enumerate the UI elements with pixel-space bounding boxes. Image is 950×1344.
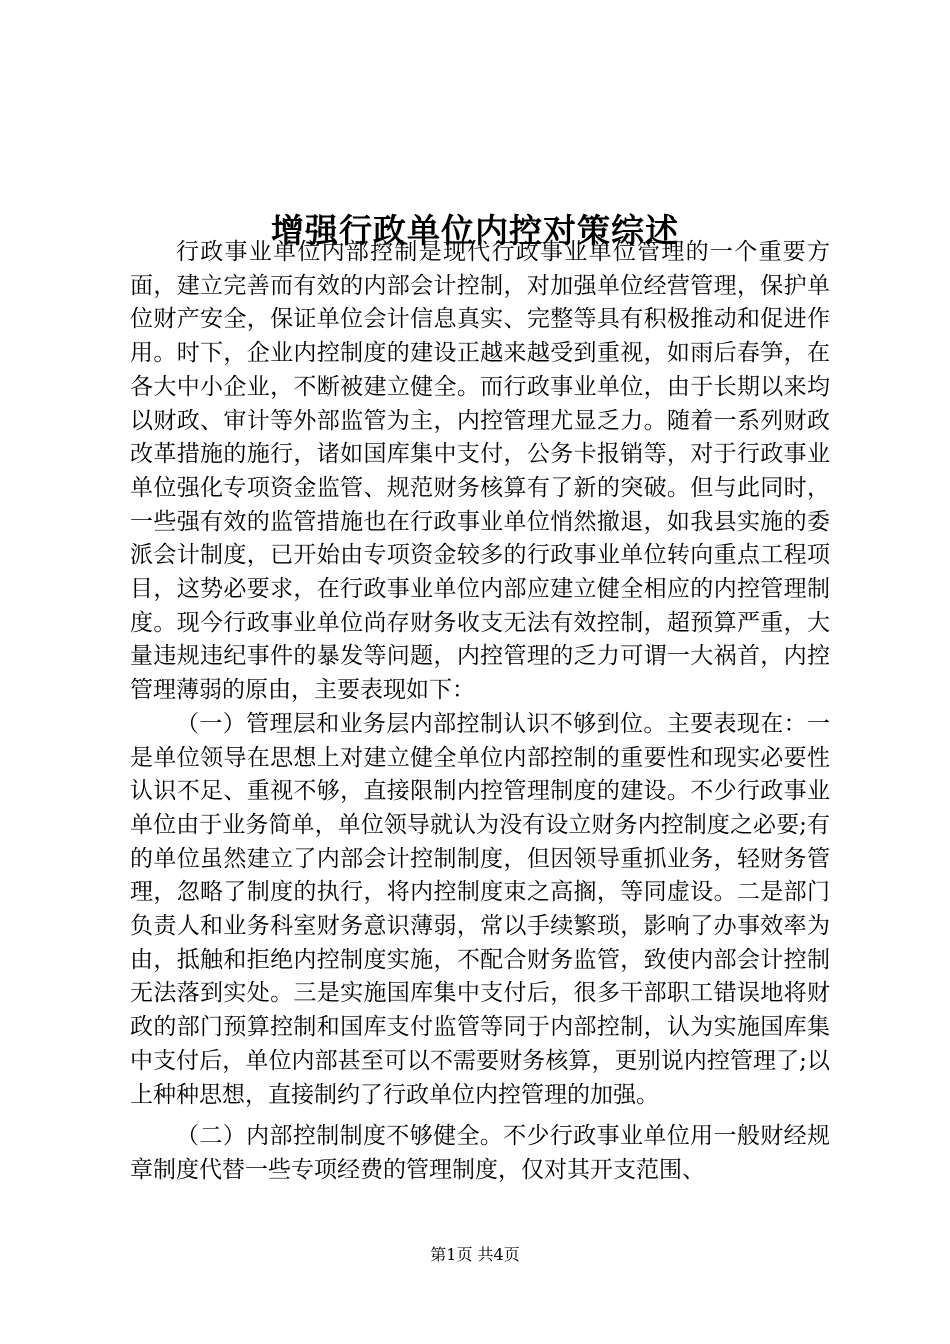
- paragraph-section-2: （二）内部控制制度不够健全。不少行政事业单位用一般财经规章制度代替一些专项经费的管理制度，仅对其开支范围、: [130, 1123, 830, 1183]
- page-footer: 第1页 共4页: [430, 1245, 520, 1264]
- document-body: [130, 236, 830, 1188]
- document-title: 增强行政单位内控对策综述: [271, 211, 679, 251]
- paragraph-section-1: （一）管理层和业务层内部控制认识不够到位。主要表现在：一是单位领导在思想上对建立健全单位内部控制的重要性和现实必要性认识不足、重视不够，直接限制内控管理制度的建设。不少行政事业单位由于业务简单，单位领导就认为没有设立财务内控制度之必要;有的单位虽然建立了内部会计控制制度，但因领导重抓业务，轻财务管理，忽略了制度的执行，将内控制度束之高搁，等同虚设。二是部门负责人和业务科室财务意识薄弱，常以手续繁琐，影响了办事效率为由，抵触和拒绝内控制度实施，不配合财务监管，致使内部会计控制无法落到实处。三是实施国库集中支付后，很多干部职工错误地将财政的部门预算控制和国库支付监管等同于内部控制，认为实施国库集中支付后，单位内部甚至可以不需要财务核算，更别说内控管理了;以上种种思想，直接制约了行政单位内控管理的加强。: [130, 710, 830, 1108]
- paragraph-intro: 行政事业单位内部控制是现代行政事业单位管理的一个重要方面，建立完善而有效的内部会计控制，对加强单位经营管理，保护单位财产安全，保证单位会计信息真实、完整等具有积极推动和促进作用。时下，企业内控制度的建设正越来越受到重视，如雨后春笋，在各大中小企业，不断被建立健全。而行政事业单位，由于长期以来均以财政、审计等外部监管为主，内控管理尤显乏力。随着一系列财政改革措施的施行，诸如国库集中支付，公务卡报销等，对于行政事业单位强化专项资金监管、规范财务核算有了新的突破。但与此同时，一些强有效的监管措施也在行政事业单位悄然撤退，如我县实施的委派会计制度，已开始由专项资金较多的行政事业单位转向重点工程项目，这势必要求，在行政事业单位内部应建立健全相应的内控管理制度。现今行政事业单位尚存财务收支无法有效控制，超预算严重，大量违规违纪事件的暴发等问题，内控管理的乏力可谓一大祸首，内控管理薄弱的原由，主要表现如下：: [130, 239, 830, 704]
